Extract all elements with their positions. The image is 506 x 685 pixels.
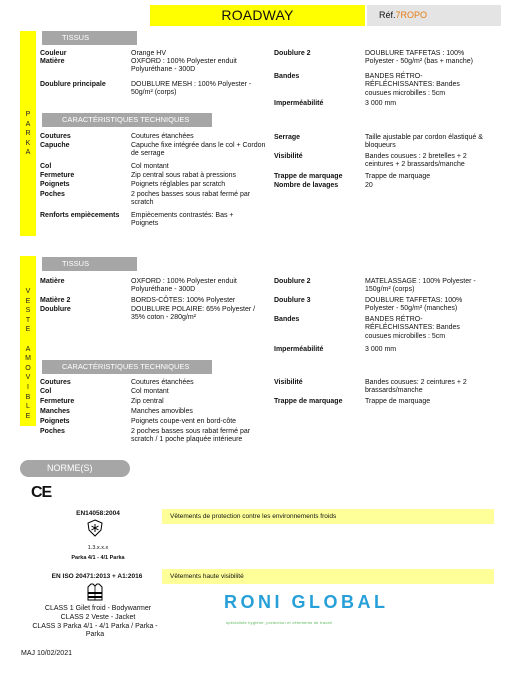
veste-side-letter: V — [25, 288, 31, 295]
parka-label-doublure-2: Doublure 2 — [274, 50, 311, 57]
veste-value-doublure-2: MATELASSAGE : 100% Polyester - 150g/m² (corps) — [365, 278, 476, 294]
standard-code-en-iso-20471: EN ISO 20471:2013 + A1:2016 — [51, 573, 143, 580]
standard-description-en-iso-20471: Vêtements haute visibilité — [162, 569, 494, 584]
veste-label-matiere: Matière — [40, 278, 65, 285]
parka-value-poignets: Poignets réglables par scratch — [131, 181, 226, 188]
cold-protection-pictogram-icon — [86, 519, 104, 537]
veste-value-poches: 2 poches basses sous rabat fermé par scratch / 1 poche plaquée intérieure — [131, 428, 251, 444]
veste-label-poignets: Poignets — [40, 418, 70, 425]
ce-mark-icon: CE — [31, 484, 52, 501]
norms-title: NORME(S) — [20, 460, 130, 477]
parka-tissus-tab: TISSUS — [42, 31, 137, 45]
parka-tech-tab: CARACTÉRISTIQUES TECHNIQUES — [42, 113, 212, 127]
parka-label-poches: Poches — [40, 191, 65, 198]
veste-label-fermeture: Fermeture — [40, 398, 75, 405]
veste-side-letter: E — [25, 412, 31, 420]
veste-label-manches: Manches — [40, 408, 70, 415]
product-title: ROADWAY — [150, 5, 365, 26]
veste-side-letter: E — [25, 326, 31, 334]
parka-value-bandes: BANDES RÉTRO-RÉFLÉCHISSANTES: Bandes cousues microbilles : 5cm — [365, 73, 460, 97]
parka-label-lavages: Nombre de lavages — [274, 182, 339, 189]
parka-value-renforts: Empiècements contrastés: Bas + Poignets — [131, 212, 234, 228]
veste-value-visibilite: Bandes cousues: 2 ceintures + 2 brassards/manche — [365, 379, 467, 395]
veste-side-letter: E — [25, 297, 31, 305]
veste-value-manches: Manches amovibles — [131, 408, 193, 415]
veste-side-letters — [20, 287, 36, 421]
veste-side-letter: O — [25, 364, 31, 372]
veste-label-doublure-2: Doublure 2 — [274, 278, 311, 285]
veste-label-impermeabilite: Imperméabilité — [274, 346, 324, 353]
parka-label-col: Col — [40, 163, 52, 170]
veste-value-bandes: BANDES RÉTRO-RÉFLÉCHISSANTES: Bandes cousues microbilles : 5cm — [365, 316, 460, 340]
veste-label-col: Col — [40, 388, 52, 395]
veste-value-coutures: Coutures étanchées — [131, 379, 194, 386]
parka-side-letters — [20, 110, 36, 158]
standard-description-en14058: Vêtements de protection contre les environnements froids — [162, 509, 494, 524]
parka-value-trappe: Trappe de marquage — [365, 173, 431, 180]
veste-value-doublure: DOUBLURE POLAIRE: 65% Polyester / 35% coton - 280g/m² — [131, 306, 256, 322]
veste-sidebar — [20, 256, 36, 426]
parka-label-serrage: Serrage — [274, 134, 301, 141]
parka-value-impermeabilite: 3 000 mm — [365, 100, 397, 107]
veste-label-doublure: Doublure — [40, 306, 71, 313]
roni-global-tagline: spécialiste hygiène, protection et vêtements de travail — [226, 620, 332, 625]
veste-value-impermeabilite: 3 000 mm — [365, 346, 397, 353]
parka-value-poches: 2 poches basses sous rabat fermé par scratch — [131, 191, 251, 207]
veste-side-letter: A — [25, 345, 31, 353]
veste-value-col: Col montant — [131, 388, 169, 395]
reference-box — [367, 5, 501, 26]
veste-label-doublure-3: Doublure 3 — [274, 297, 311, 304]
parka-sidebar — [20, 31, 36, 236]
hv-class-3: CLASS 3 Parka 4/1 - 4/1 Parka / Parka - Parka — [32, 623, 158, 639]
parka-label-matiere: Matière — [40, 58, 65, 65]
parka-value-serrage: Taille ajustable par cordon élastiqué & bloqueurs — [365, 134, 483, 150]
parka-value-visibilite: Bandes cousues : 2 bretelles + 2 ceintures + 2 brassards/manche — [365, 153, 467, 169]
parka-value-lavages: 20 — [365, 182, 373, 189]
parka-label-capuche: Capuche — [40, 142, 70, 149]
veste-side-letter: B — [25, 393, 31, 401]
veste-side-letter: M — [25, 355, 31, 363]
parka-label-visibilite: Visibilité — [274, 153, 303, 160]
standard-code-en14058: EN14058:2004 — [76, 510, 120, 517]
high-visibility-pictogram-icon — [86, 583, 104, 601]
parka-value-doublure-2: DOUBLURE TAFFETAS : 100% Polyester - 50g/m² (bas + manche) — [365, 50, 473, 66]
veste-value-matiere: OXFORD : 100% Polyester enduit Polyuréthane - 300D — [131, 278, 237, 294]
parka-label-poignets: Poignets — [40, 181, 70, 188]
standard-icon-caption-1: 1.3.x.x.x — [87, 545, 109, 551]
parka-label-trappe: Trappe de marquage — [274, 173, 343, 180]
veste-tissus-tab: TISSUS — [42, 257, 137, 271]
veste-label-coutures: Coutures — [40, 379, 71, 386]
veste-label-trappe: Trappe de marquage — [274, 398, 343, 405]
parka-value-capuche: Capuche fixe intégrée dans le col + Cordon de serrage — [131, 142, 266, 158]
veste-value-fermeture: Zip central — [131, 398, 164, 405]
reference-prefix: Réf. — [379, 10, 396, 20]
standard-icon-caption-2: Parka 4/1 - 4/1 Parka — [71, 555, 125, 561]
parka-label-bandes: Bandes — [274, 73, 300, 80]
veste-tech-tab: CARACTÉRISTIQUES TECHNIQUES — [42, 360, 212, 374]
parka-value-col: Col montant — [131, 163, 169, 170]
parka-label-renforts: Renforts empiècements — [40, 212, 120, 219]
parka-value-couleur: Orange HV — [131, 50, 167, 57]
parka-label-doublure-principale: Doublure principale — [40, 81, 106, 88]
veste-side-letter: T — [25, 316, 31, 324]
veste-value-trappe: Trappe de marquage — [365, 398, 431, 405]
parka-side-letter: A — [25, 149, 31, 157]
veste-label-matiere-2: Matière 2 — [40, 297, 71, 304]
veste-side-letter: V — [25, 374, 31, 382]
parka-label-fermeture: Fermeture — [40, 172, 75, 179]
parka-value-matiere: OXFORD : 100% Polyester enduit Polyuréthane - 300D — [131, 58, 237, 74]
parka-value-coutures: Coutures étanchées — [131, 133, 194, 140]
veste-side-letter: S — [25, 307, 31, 315]
veste-label-visibilite: Visibilité — [274, 379, 303, 386]
veste-value-matiere-2: BORDS-CÔTES: 100% Polyester — [131, 297, 236, 304]
veste-label-poches: Poches — [40, 428, 65, 435]
veste-label-bandes: Bandes — [274, 316, 300, 323]
parka-side-letter: A — [25, 120, 31, 128]
parka-side-letter: R — [25, 130, 31, 138]
parka-side-letter: K — [25, 139, 31, 147]
veste-value-doublure-3: DOUBLURE TAFFETAS: 100% Polyester - 50g/m² (manches) — [365, 297, 463, 313]
parka-value-fermeture: Zip central sous rabat à pressions — [131, 172, 237, 179]
veste-side-letter: I — [27, 383, 29, 391]
update-date: MAJ 10/02/2021 — [21, 650, 72, 657]
parka-value-doublure-principale: DOUBLURE MESH : 100% Polyester - 50g/m² (corps) — [131, 81, 252, 97]
hv-class-1: CLASS 1 Gilet froid - Bodywarmer — [44, 605, 152, 612]
veste-value-poignets: Poignets coupe-vent en bord-côte — [131, 418, 237, 425]
parka-label-impermeabilite: Imperméabilité — [274, 100, 324, 107]
parka-label-coutures: Coutures — [40, 133, 71, 140]
parka-label-couleur: Couleur — [40, 50, 67, 57]
veste-side-letter: L — [26, 403, 30, 411]
reference-value: 7ROPO — [395, 10, 428, 20]
hv-class-2: CLASS 2 Veste - Jacket — [60, 614, 136, 621]
parka-side-letter: P — [25, 111, 31, 118]
roni-global-logo: RONI GLOBAL — [224, 592, 389, 612]
